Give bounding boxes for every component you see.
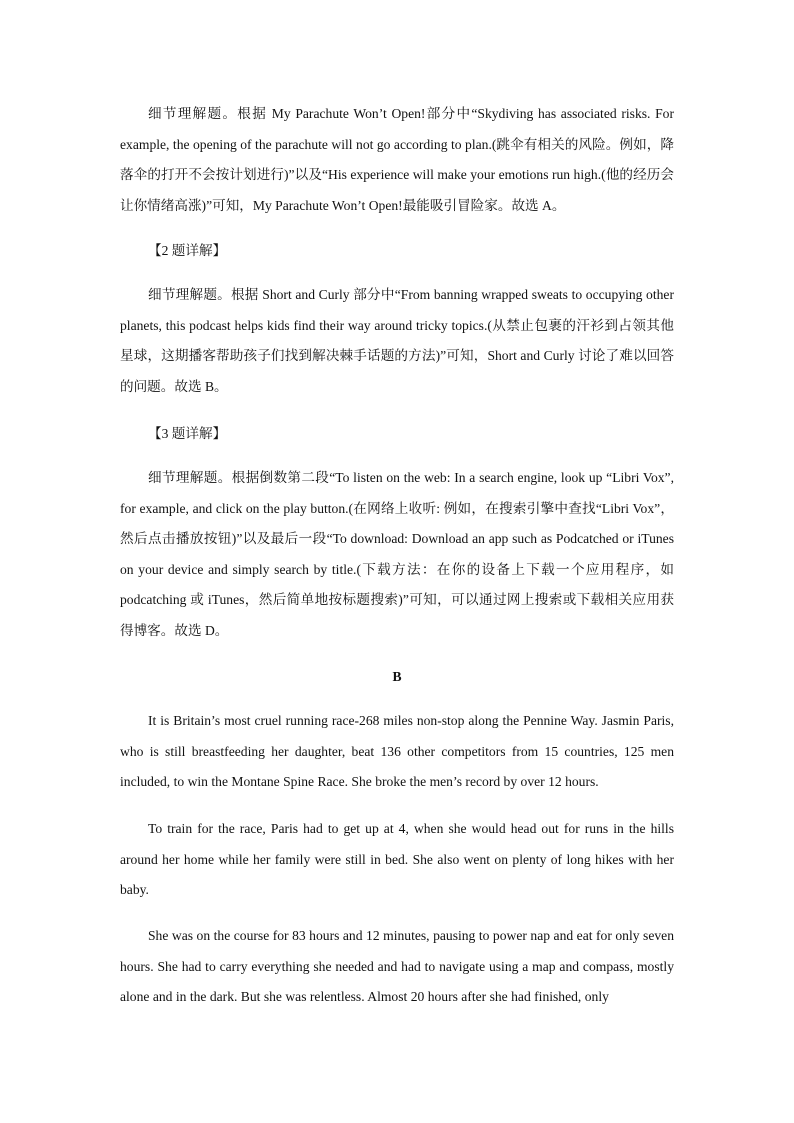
- passage-paragraph-3: She was on the course for 83 hours and 12 minutes, pausing to power nap and eat for only seven hours. She had to carry everything she needed and had to navigate using a map and compass, mostly alone and in the dark. But she was relentless. Almost 20 hours after she had finished, only: [120, 928, 674, 1004]
- answer-explanation-1: 细节理解题。根据 My Parachute Won’t Open!部分中“Skydiving has associated risks. For example, the opening of the parachute will not go according to plan.(跳伞有相关的风险。例如，降落伞的打开不会按计划进行)”以及“His experience will make your emotions run high.(他的经历会让你情绪高涨)”可知，My Parachute Won’t Open!最能吸引冒险家。故选 A。: [120, 106, 674, 213]
- answer-explanation-3: 细节理解题。根据倒数第二段“To listen on the web: In a search engine, look up “Libri Vox”, for example, and click on the play button.(在网络上收听: 例如，在搜索引擎中查找“Libri Vox”，然后点击播放按钮)”以及最后一段“To download: Download an app such as Podcatched or iTunes on your device and simply search by title.(下载方法：在你的设备上下载一个应用程序，如 podcatching 或 iTunes，然后简单地按标题搜索)”可知，可以通过网上搜索或下载相关应用获得博客。故选 D。: [120, 470, 674, 638]
- question-2-heading: 【2 题详解】: [148, 243, 227, 258]
- answer-explanation-2: 细节理解题。根据 Short and Curly 部分中“From banning wrapped sweats to occupying other planets, this podcast helps kids find their way around tricky topics.(从禁止包裹的汗衫到占领其他星球，这期播客帮助孩子们找到解决棘手话题的方法)”可知，Short and Curly 讨论了难以回答的问题。故选 B。: [120, 287, 674, 394]
- passage-paragraph-2: To train for the race, Paris had to get up at 4, when she would head out for runs in the hills around her home while her family were still in bed. She also went on plenty of long hikes with her baby.: [120, 821, 674, 897]
- passage-paragraph-1: It is Britain’s most cruel running race-268 miles non-stop along the Pennine Way. Jasmin Paris, who is still breastfeeding her daughter, beat 136 other competitors from 15 countries, 125 men included, to win the Montane Spine Race. She broke the men’s record by over 12 hours.: [120, 713, 674, 789]
- section-b-title: B: [392, 669, 402, 684]
- question-3-heading: 【3 题详解】: [148, 426, 227, 441]
